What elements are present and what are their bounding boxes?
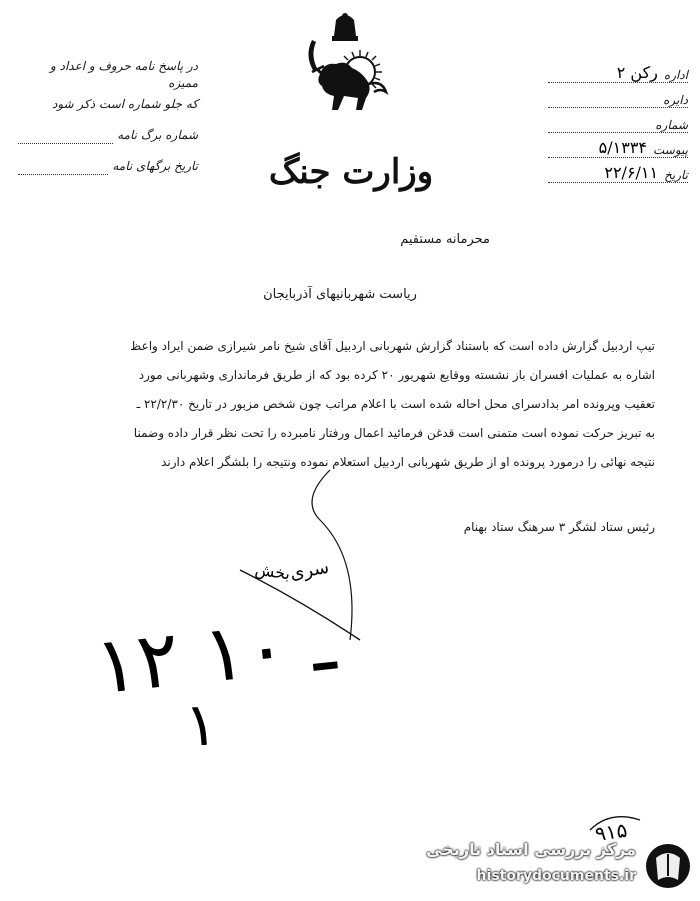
field-department: اداره رکن ۲ bbox=[548, 60, 688, 83]
body-line: نتیجه نهائی را درمورد پرونده او از طریق شهربانی اردبیل استعلام نموده ونتیجه را بلشگر اعلام دارند bbox=[161, 455, 655, 469]
signature-block: رئیس ستاد لشگر ۳ سرهنگ ستاد بهنام bbox=[463, 520, 655, 534]
field-value: ۵/۱۳۳۴ bbox=[598, 138, 647, 157]
lion-and-sun-emblem bbox=[290, 10, 400, 118]
field-date: تاریخ ۲۲/۶/۱۱ bbox=[548, 160, 688, 183]
letter-date-line: تاریخ برگهای نامه bbox=[18, 158, 198, 175]
reply-instructions bbox=[18, 58, 198, 189]
field-section: دایره bbox=[548, 85, 688, 108]
body-line: به تبریز حرکت نموده است متمنی است قدغن فرمائید اعمال ورفتار نامبرده را تحت نظر قرار داده وضمنا bbox=[133, 426, 655, 440]
header-fields bbox=[548, 60, 688, 185]
handwritten-initials: سری bbox=[288, 556, 331, 585]
body-line: تیپ اردبیل گزارش داده است که باستناد گزارش شهربانی اردبیل آقای شیخ نامر شیرازی ضمن ایراد واعظ bbox=[130, 339, 655, 353]
dotted-rule bbox=[18, 164, 108, 175]
handwritten-file-number: ۱۲ ـ ۱۰ bbox=[90, 597, 340, 713]
handwritten-file-number-2: ۱ bbox=[182, 688, 220, 762]
classification-label: محرمانه مستقیم bbox=[400, 232, 490, 247]
handwritten-code: ۹۱۵ bbox=[593, 817, 629, 847]
letter-body bbox=[55, 334, 655, 479]
field-number: شماره bbox=[548, 110, 688, 133]
letter-number-line: شماره برگ نامه bbox=[18, 127, 198, 144]
recipient: ریاست شهربانیهای آذربایجان bbox=[263, 287, 417, 302]
handwritten-note: بخش bbox=[253, 559, 292, 584]
body-line: تعقیب وپرونده امر بدادسرای محل احاله شده است با اعلام مراتب چون شخص مزبور در تاریخ ۲۲/۲/۳۰ ـ bbox=[136, 397, 655, 411]
field-value: رکن ۲ bbox=[616, 63, 658, 82]
archive-watermark bbox=[406, 838, 696, 896]
ministry-title: وزارت جنگ bbox=[268, 152, 434, 192]
body-line: اشاره به عملیات افسران باز نشسته ووقایع شهریور ۲۰ کرده بود که از طریق فرمانداری وشهربانی مورد bbox=[138, 368, 655, 382]
watermark-url: historydocuments.ir bbox=[476, 868, 636, 884]
crown-icon bbox=[332, 13, 358, 41]
instruction-line-2: که جلو شماره است ذکر شود bbox=[52, 97, 198, 111]
field-attachment: پیوست ۵/۱۳۳۴ bbox=[548, 135, 688, 158]
field-value: ۲۲/۶/۱۱ bbox=[604, 163, 659, 182]
instruction-line-1: در پاسخ نامه حروف و اعداد و ممیزه bbox=[49, 59, 198, 90]
lion-icon bbox=[318, 63, 386, 110]
dotted-rule bbox=[18, 133, 113, 144]
watermark-title: مرکز بررسی اسناد تاریخی bbox=[426, 840, 636, 859]
archive-logo-icon bbox=[644, 840, 692, 892]
